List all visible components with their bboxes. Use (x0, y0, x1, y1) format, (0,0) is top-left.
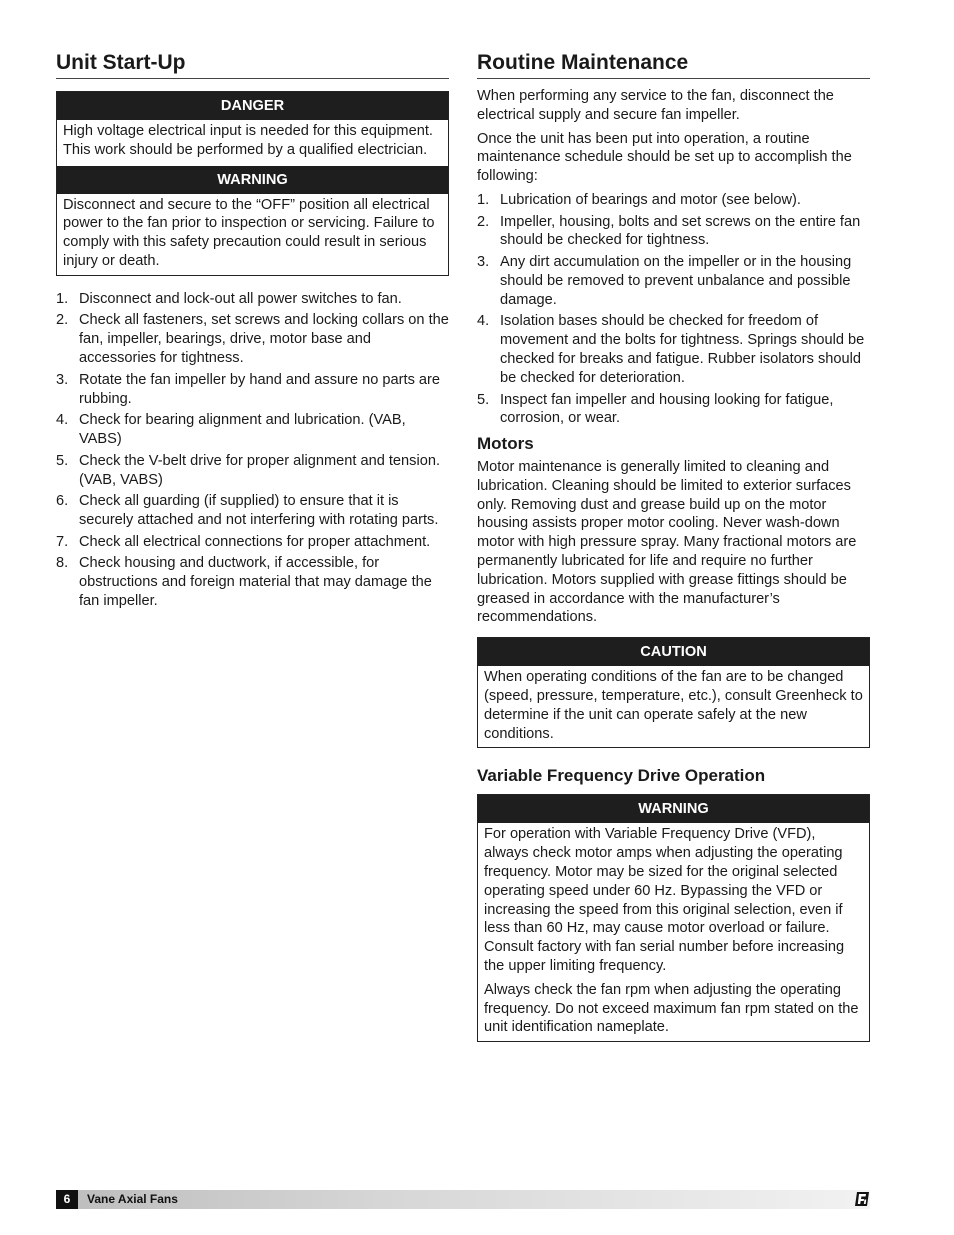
list-item: 2. Check all fasteners, set screws and locking collars on the fan, impeller, bearings, drive, motor base and accessories for tightness. (56, 312, 449, 367)
list-item: 5. Check the V-belt drive for proper alignment and tension. (VAB, VABS) (56, 452, 440, 488)
motors-heading: Motors (477, 434, 534, 453)
greenheck-logo-icon (854, 1191, 870, 1207)
vfd-heading: Variable Frequency Drive Operation (477, 766, 766, 786)
danger-box (56, 91, 449, 276)
list-item: 1. Disconnect and lock-out all power switches to fan. (56, 290, 402, 307)
danger-text: High voltage electrical input is needed for this equipment. This work should be performed by a qualified electrician. (63, 123, 433, 158)
list-item: 7. Check all electrical connections for proper attachment. (56, 533, 431, 550)
vfd-warning-box (477, 794, 870, 1042)
motors-text: Motor maintenance is generally limited to cleaning and lubrication. Cleaning should be limited to exterior surfaces only. Removing dust and grease build up on the motor housing assists proper motor cooling. Never wash-down motor with high pressure spray. Many fractional motors are permanently lubricated for life and require no further lubrication. Motors supplied with grease fittings should be greased in accordance with the manufacturer’s recommendations. (477, 459, 857, 626)
page-number: 6 (56, 1190, 78, 1209)
footer-title: Vane Axial Fans (87, 1192, 178, 1206)
list-item: 5. Inspect fan impeller and housing looking for fatigue, corrosion, or wear. (477, 391, 834, 427)
caution-box (477, 637, 870, 748)
list-item: 4. Check for bearing alignment and lubrication. (VAB, VABS) (56, 412, 406, 448)
list-item: 4. Isolation bases should be checked for freedom of movement and the bolts for tightness. Springs should be checked for breaks and fatigue. Rubber isolators should be checked for deterioration. (477, 313, 865, 386)
list-item: 6. Check all guarding (if supplied) to ensure that it is securely attached and not interfering with rotating parts. (56, 493, 439, 528)
vfd-warning-body (478, 823, 869, 1041)
list-item: 3. Any dirt accumulation on the impeller or in the housing should be removed to prevent unbalance and possible damage. (477, 254, 852, 308)
list-item: 2. Impeller, housing, bolts and set screws on the entire fan should be checked for tightness. (477, 213, 861, 249)
left-column (56, 50, 449, 614)
warning-text: Disconnect and secure to the “OFF” position all electrical power to the fan prior to inspection or servicing. Failure to comply with this safety precaution could result in serious injury or death. (63, 196, 435, 269)
caution-label: CAUTION (478, 638, 869, 666)
maintenance-intro-1: When performing any service to the fan, disconnect the electrical supply and secure fan impeller. (477, 88, 834, 123)
list-item: 3. Rotate the fan impeller by hand and assure no parts are rubbing. (56, 371, 441, 407)
page-footer (56, 1190, 870, 1209)
startup-steps-list (56, 290, 449, 611)
vfd-warning-text-1: For operation with Variable Frequency Drive (VFD), always check motor amps when adjusting the operating frequency. Motor may be sized for the original selected operating speed under 60 Hz. Bypassing the VFD or increasing the speed from this original selection, even if less than 60 Hz, may cause motor overload or failure. Consult factory with fan serial number before increasing the upper limiting frequency. (484, 826, 845, 974)
list-item: 1. Lubrication of bearings and motor (see below). (477, 191, 801, 208)
warning-label: WARNING (57, 166, 448, 194)
vfd-warning-label: WARNING (478, 795, 869, 823)
caution-text: When operating conditions of the fan are to be changed (speed, pressure, temperature, etc.), consult Greenheck to determine if the unit can operate safely at the new conditions. (484, 669, 863, 742)
danger-label: DANGER (57, 92, 448, 120)
list-item: 8. Check housing and ductwork, if accessible, for obstructions and foreign material that may damage the fan impeller. (56, 555, 432, 609)
section-title-unit-start-up: Unit Start-Up (56, 50, 449, 79)
section-title-routine-maintenance: Routine Maintenance (477, 50, 870, 79)
vfd-warning-text-2: Always check the fan rpm when adjusting the operating frequency. Do not exceed maximum fan rpm stated on the unit identification nameplate. (484, 981, 859, 1036)
maintenance-intro-2: Once the unit has been put into operation, a routine maintenance schedule should be set up to accomplish the following: (477, 130, 852, 185)
maintenance-items-list (477, 191, 870, 428)
right-column (477, 50, 870, 1042)
